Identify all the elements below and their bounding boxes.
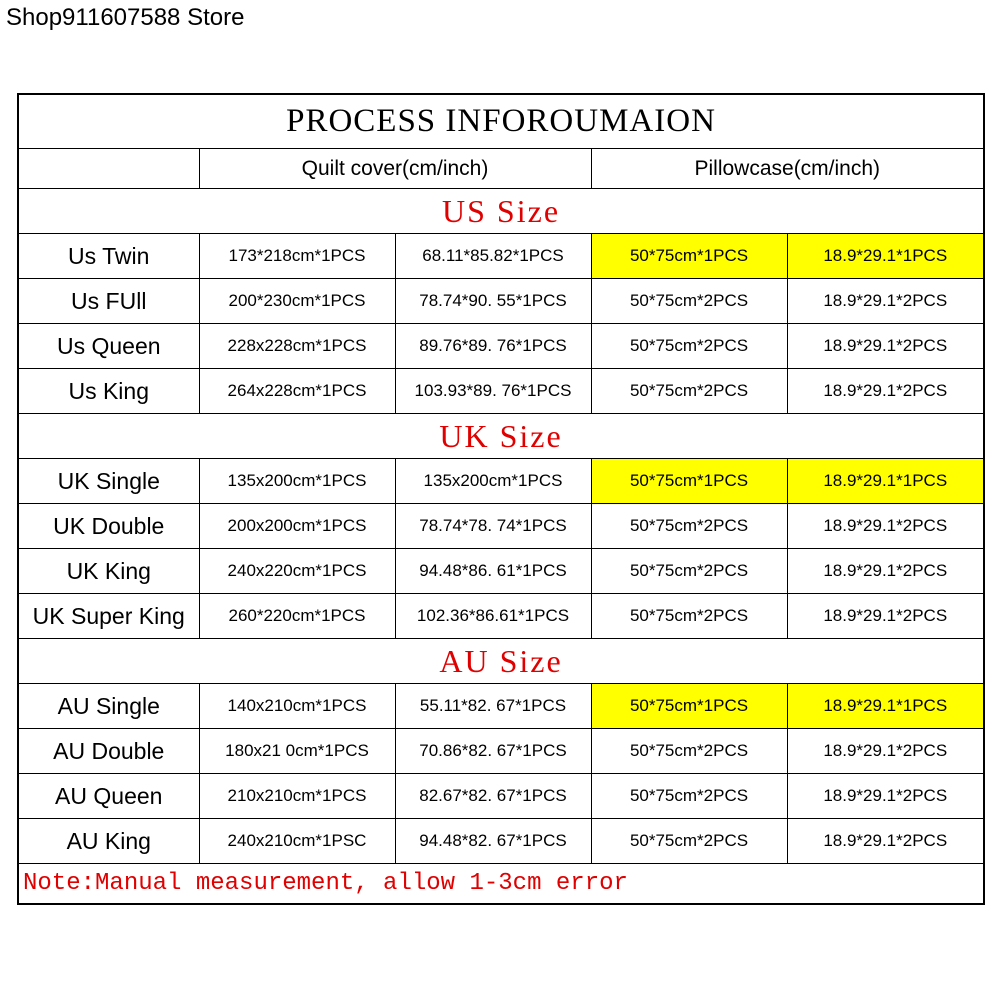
quilt-cm-cell: 173*218cm*1PCS: [199, 234, 395, 279]
pillow-cm-cell: 50*75cm*2PCS: [591, 774, 787, 819]
section-title: US Size: [18, 189, 984, 234]
quilt-cm-cell: 200*230cm*1PCS: [199, 279, 395, 324]
quilt-cover-header: Quilt cover(cm/inch): [199, 149, 591, 189]
quilt-cm-cell: 240x210cm*1PSC: [199, 819, 395, 864]
pillow-cm-cell: 50*75cm*2PCS: [591, 819, 787, 864]
pillow-inch-cell: 18.9*29.1*2PCS: [787, 504, 984, 549]
pillow-inch-cell: 18.9*29.1*2PCS: [787, 774, 984, 819]
pillow-cm-cell: 50*75cm*1PCS: [591, 234, 787, 279]
quilt-inch-cell: 94.48*86. 61*1PCS: [395, 549, 591, 594]
pillow-cm-cell: 50*75cm*1PCS: [591, 684, 787, 729]
table-row: [18, 819, 984, 864]
table-row: [18, 504, 984, 549]
quilt-cm-cell: 135x200cm*1PCS: [199, 459, 395, 504]
pillowcase-header: Pillowcase(cm/inch): [591, 149, 984, 189]
pillow-inch-cell: 18.9*29.1*2PCS: [787, 594, 984, 639]
pillow-inch-cell: 18.9*29.1*2PCS: [787, 324, 984, 369]
quilt-inch-cell: 135x200cm*1PCS: [395, 459, 591, 504]
note-row: [18, 864, 984, 905]
quilt-inch-cell: 102.36*86.61*1PCS: [395, 594, 591, 639]
size-name-cell: Us King: [18, 369, 199, 414]
table-row: [18, 324, 984, 369]
section-title: AU Size: [18, 639, 984, 684]
quilt-cm-cell: 140x210cm*1PCS: [199, 684, 395, 729]
pillow-inch-cell: 18.9*29.1*2PCS: [787, 369, 984, 414]
size-name-cell: AU Queen: [18, 774, 199, 819]
table-title: PROCESS INFOROUMAION: [18, 94, 984, 149]
quilt-cm-cell: 180x21 0cm*1PCS: [199, 729, 395, 774]
pillow-cm-cell: 50*75cm*2PCS: [591, 729, 787, 774]
quilt-cm-cell: 228x228cm*1PCS: [199, 324, 395, 369]
pillow-cm-cell: 50*75cm*2PCS: [591, 549, 787, 594]
quilt-inch-cell: 78.74*78. 74*1PCS: [395, 504, 591, 549]
size-name-cell: Us FUll: [18, 279, 199, 324]
measurement-note: Note:Manual measurement, allow 1-3cm error: [18, 864, 984, 905]
size-name-cell: Us Queen: [18, 324, 199, 369]
store-name: Shop911607588 Store: [6, 4, 245, 31]
table-row: [18, 774, 984, 819]
quilt-inch-cell: 55.11*82. 67*1PCS: [395, 684, 591, 729]
quilt-inch-cell: 78.74*90. 55*1PCS: [395, 279, 591, 324]
table-row: [18, 234, 984, 279]
quilt-cm-cell: 260*220cm*1PCS: [199, 594, 395, 639]
pillow-cm-cell: 50*75cm*1PCS: [591, 459, 787, 504]
quilt-inch-cell: 70.86*82. 67*1PCS: [395, 729, 591, 774]
pillow-cm-cell: 50*75cm*2PCS: [591, 279, 787, 324]
quilt-inch-cell: 82.67*82. 67*1PCS: [395, 774, 591, 819]
section-row: [18, 639, 984, 684]
quilt-cm-cell: 200x200cm*1PCS: [199, 504, 395, 549]
size-name-cell: Us Twin: [18, 234, 199, 279]
size-chart-table: [17, 93, 985, 905]
size-name-cell: AU King: [18, 819, 199, 864]
quilt-cm-cell: 210x210cm*1PCS: [199, 774, 395, 819]
quilt-inch-cell: 103.93*89. 76*1PCS: [395, 369, 591, 414]
title-row: [18, 94, 984, 149]
column-header-row: [18, 149, 984, 189]
quilt-inch-cell: 94.48*82. 67*1PCS: [395, 819, 591, 864]
pillow-inch-cell: 18.9*29.1*1PCS: [787, 234, 984, 279]
pillow-cm-cell: 50*75cm*2PCS: [591, 324, 787, 369]
size-name-cell: AU Single: [18, 684, 199, 729]
section-row: [18, 414, 984, 459]
table-row: [18, 279, 984, 324]
quilt-inch-cell: 89.76*89. 76*1PCS: [395, 324, 591, 369]
table-row: [18, 549, 984, 594]
pillow-inch-cell: 18.9*29.1*2PCS: [787, 549, 984, 594]
size-name-cell: UK Single: [18, 459, 199, 504]
pillow-inch-cell: 18.9*29.1*2PCS: [787, 819, 984, 864]
section-row: [18, 189, 984, 234]
pillow-inch-cell: 18.9*29.1*1PCS: [787, 684, 984, 729]
pillow-inch-cell: 18.9*29.1*2PCS: [787, 729, 984, 774]
quilt-cm-cell: 240x220cm*1PCS: [199, 549, 395, 594]
pillow-inch-cell: 18.9*29.1*1PCS: [787, 459, 984, 504]
header-blank-cell: [18, 149, 199, 189]
table-row: [18, 594, 984, 639]
size-name-cell: UK Double: [18, 504, 199, 549]
table-row: [18, 729, 984, 774]
size-name-cell: AU Double: [18, 729, 199, 774]
pillow-cm-cell: 50*75cm*2PCS: [591, 594, 787, 639]
quilt-inch-cell: 68.11*85.82*1PCS: [395, 234, 591, 279]
section-title: UK Size: [18, 414, 984, 459]
table-row: [18, 459, 984, 504]
pillow-cm-cell: 50*75cm*2PCS: [591, 504, 787, 549]
pillow-cm-cell: 50*75cm*2PCS: [591, 369, 787, 414]
pillow-inch-cell: 18.9*29.1*2PCS: [787, 279, 984, 324]
size-name-cell: UK King: [18, 549, 199, 594]
size-name-cell: UK Super King: [18, 594, 199, 639]
quilt-cm-cell: 264x228cm*1PCS: [199, 369, 395, 414]
table-row: [18, 369, 984, 414]
table-row: [18, 684, 984, 729]
